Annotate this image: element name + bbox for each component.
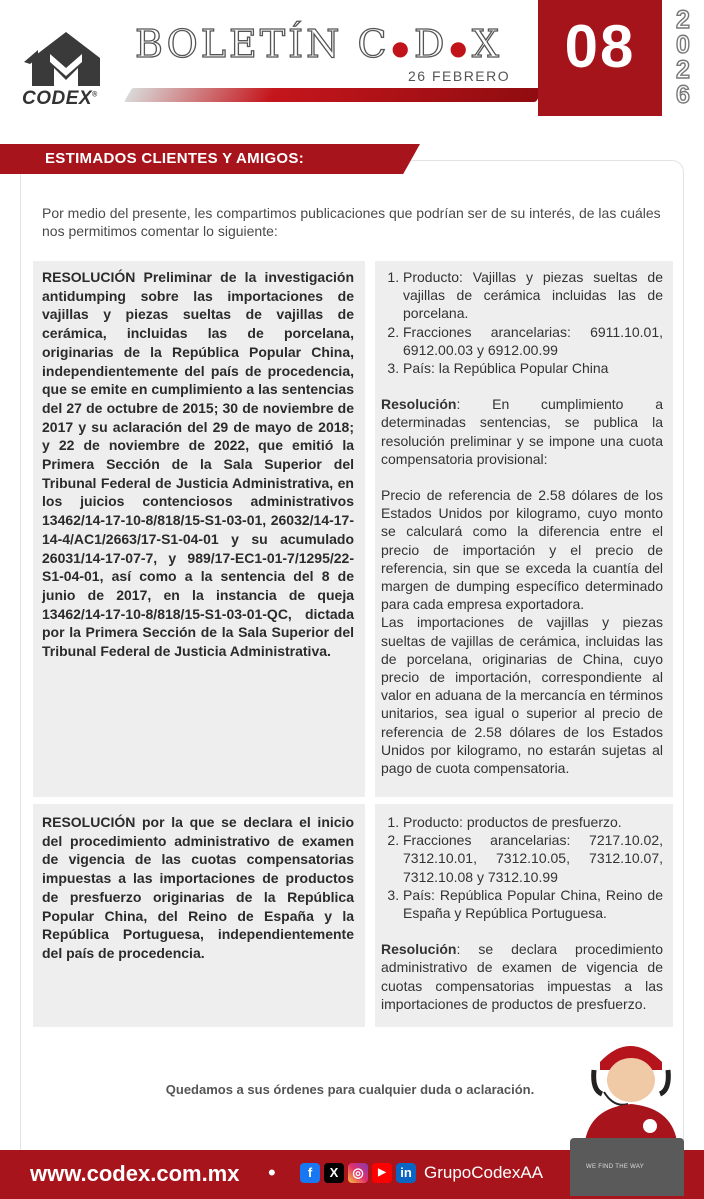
list-item: 1. Producto: Vajillas y piezas sueltas de vajillas de cerámica incluidas las de porcelana. (403, 268, 663, 323)
publication-2-resolution: Resolución: se declara procedimiento administrativo de examen de vigencia de cuotas compensatorias impuestas a las importaciones de productos de presfuerzo. (381, 941, 663, 1012)
publication-1-items (381, 268, 663, 377)
intro-text: Por medio del presente, les compartimos publicaciones que podrían ser de su interés, de las cuáles nos permitimos comentar lo siguiente: (42, 205, 661, 239)
publication-1-paragraph-2: Las importaciones de vajillas y piezas sueltas de vajillas de cerámica, incluidas las de porcelana, originarias de China, cuyo precio de importación, correspondiente al valor en aduana de la mercancía en términos unitarios, sea igual o superior al precio de referencia de 2.58 dólares de los Estados Unidos por kilogramo, no estarán sujetas al pago de cuota compensatoria. (381, 614, 663, 777)
greeting-text: ESTIMADOS CLIENTES Y AMIGOS: (45, 150, 304, 167)
list-item: 3. País: la República Popular China (403, 359, 663, 377)
list-item: 3. País: República Popular China, Reino de España y República Portuguesa. (403, 886, 663, 922)
instagram-icon[interactable]: ◎ (348, 1163, 368, 1183)
support-agent-icon (570, 1030, 690, 1150)
publication-2-title: RESOLUCIÓN por la que se declara el inicio del procedimiento administrativo de examen de vigencia de las cuotas compensatorias impuestas a las importaciones de productos de presfuerzo originarias de la República Popular China, del Reino de España y la República Portuguesa, independientemente del país de procedencia. (42, 814, 354, 961)
linkedin-icon[interactable]: in (396, 1163, 416, 1183)
list-item: 2. Fracciones arancelarias: 6911.10.01, 6912.00.03 y 6912.00.99 (403, 323, 663, 359)
decorative-red-bar (124, 88, 544, 102)
publication-1-resolution: Resolución: En cumplimiento a determinadas sentencias, se publica la resolución preliminar y se impone una cuota compensatoria provisional: (381, 396, 663, 467)
website-link[interactable]: www.codex.com.mx (30, 1161, 240, 1186)
publication-1-title: RESOLUCIÓN Preliminar de la investigación antidumping sobre las importaciones de vajillas y piezas sueltas de vajillas de cerámica, incluidas las de porcelana, originarias de la República Popular China, independientemente del país de procedencia, que se emite en cumplimiento a las sentencias del 27 de octubre de 2015; 30 de noviembre de 2017 y su aclaración del 29 de mayo de 2018; y 22 de noviembre de 2022, que emitió la Primera Sección de la Sala Superior del Tribunal Federal de Justicia Administrativa, en los juicios contenciosos administrativos 13462/14-17-10-8/818/15-S1-03-01, 26032/14-17-14-4/AC1/2663/17-S1-04-01 y su acumulado 26031/14-17-07-7, y 989/17-EC1-01-7/1295/22-S1-04-01, así como a la sentencia del 8 de junio de 2017, en la instancia de queja 13462/14-17-10-8/818/15-S1-03-01-QC, dictada por la Primera Sección de la Sala Superior del Tribunal Federal de Justicia Administrativa. (42, 269, 354, 660)
list-item: 2. Fracciones arancelarias: 7217.10.02, 7312.10.01, 7312.10.05, 7312.10.07, 7312.10.08 y 7312.10.99 (403, 831, 663, 886)
laptop-slogan: WE FIND THE WAY (586, 1164, 645, 1170)
list-item: 1. Producto: productos de presfuerzo. (403, 813, 663, 831)
youtube-icon[interactable]: ▶ (372, 1163, 392, 1183)
social-handle: GrupoCodexAA (424, 1163, 544, 1182)
issue-number: 08 (564, 13, 636, 80)
footer-separator: • (268, 1160, 276, 1185)
bulletin-date: 26 FEBRERO (408, 68, 511, 84)
x-twitter-icon[interactable]: X (324, 1163, 344, 1183)
publication-1-paragraph-1: Precio de referencia de 2.58 dólares de los Estados Unidos por kilogramo, cuyo monto se calculará como la diferencia entre el precio de importación y el precio de referencia, sin que se exceda la cuantía del margen de dumping específico determinado para cada empresa exportadora. (381, 487, 663, 613)
issue-number-block (538, 0, 662, 116)
year-vertical: 2 0 2 6 (676, 6, 690, 109)
publication-2-items (381, 813, 663, 922)
publication-1-detail (381, 268, 663, 777)
publication-2-detail (381, 813, 663, 1013)
facebook-icon[interactable]: f (300, 1163, 320, 1183)
bulletin-title: BOLETÍN C ●D ●X (135, 22, 502, 66)
closing-message: Quedamos a sus órdenes para cualquier duda o aclaración. (165, 1082, 535, 1097)
header (0, 0, 704, 118)
logo-wordmark: CODEX® (22, 88, 98, 109)
